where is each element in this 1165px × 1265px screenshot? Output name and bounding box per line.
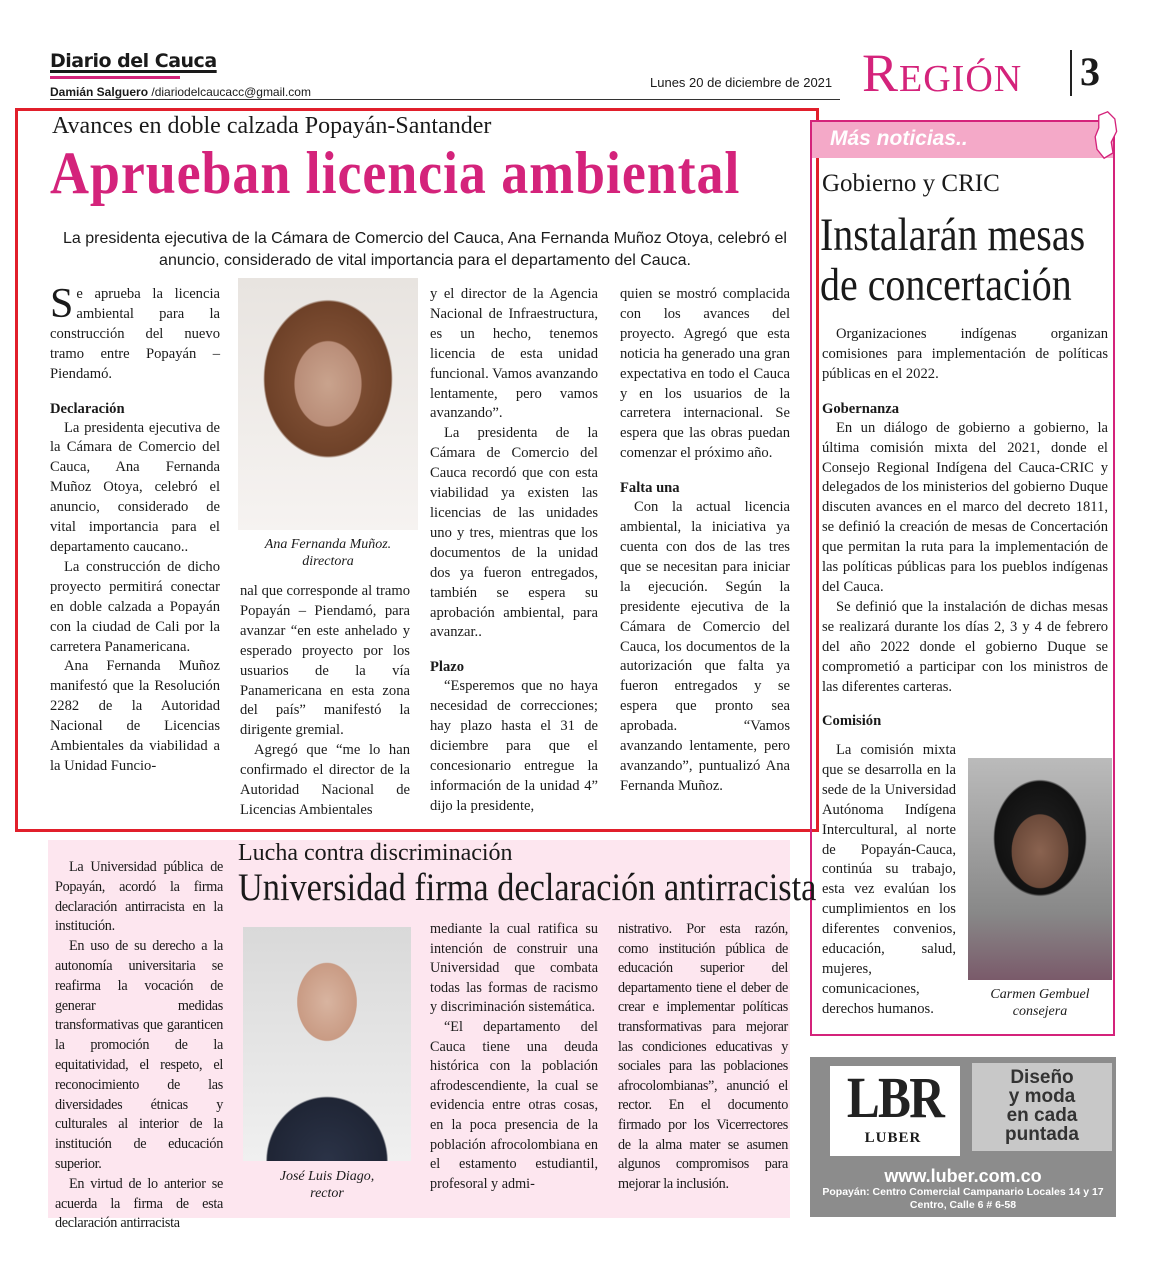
main-kicker: Avances en doble calzada Popayán-Santander — [52, 113, 492, 139]
photo-ana-fernanda — [238, 278, 418, 530]
caption-name: Ana Fernanda Muñoz. — [264, 537, 392, 552]
photo-jose-luis-diago — [243, 927, 411, 1161]
sidebar-body — [822, 325, 1108, 731]
paragraph: La presidenta ejecutiva de la Cámara de Comercio del Cauca, Ana Fernanda Muñoz Otoya, celebró el anuncio, considerado de vital importancia para el departamento caucano.. — [50, 419, 220, 555]
main-column-4 — [620, 285, 790, 797]
paragraph: “El departamento del Cauca tiene una deuda histórica con la población afrodescendiente, la cual se evidencia entre otras cosas, en la poca presencia de la población afrocolombiana en el estamento estudiantil, profesoral y admi- — [430, 1018, 598, 1192]
logo-underline — [50, 76, 180, 79]
paragraph: La presidenta de la Cámara de Comercio del Cauca recordó que con esta viabilidad ya existen las licencias de las unidades uno y tres, mientras que los documentos de la unidad dos ya fueron entregados, también se espera su aprobación ambiental, para avanzar.. — [430, 425, 598, 641]
sidebar-headline: Instalarán mesas de concertación — [820, 209, 1086, 311]
issue-date: Lunes 20 de diciembre de 2021 — [650, 75, 833, 90]
paragraph: “Esperemos que no haya necesidad de correcciones; hay plazo hasta el 31 de diciembre para que el concesionario entregue la información de la unidad 4” dijo la presidente, — [430, 678, 598, 814]
bottom-column-1 — [55, 858, 223, 1234]
sidebar-body-narrow — [822, 741, 956, 1020]
paragraph: La comisión mixta que se desarrolla en la sede de la Universidad Autónoma Indígena Intercultural, al norte de Popayán-Cauca, continúa su trabajo, esta vez evalúan los cumplimientos en los diferentes convenios, educación, salud, mujeres, comunicaciones, derechos humanos. — [822, 742, 956, 1017]
subhead-falta-una: Falta una — [620, 480, 680, 497]
paragraph: En uso de su derecho a la autonomía universitaria se reafirma la vocación de generar medidas transformativas que garanticen la promoción de la equitatividad, el respeto, el reconocimiento de las diversidades étnicas y culturales al interior de la institución de educación superior. — [55, 938, 223, 1172]
sidebar-photo-caption — [968, 986, 1112, 1020]
paragraph: Se definió que la instalación de dichas mesas se realizará durante los días 2, 3 y 4 de febrero del año 2022 donde el gobierno Duque se comprometió a participar con los ministros de las diferentes carteras. — [822, 598, 1108, 695]
intro-paragraph: Se aprueba la licencia ambiental para la construcción del nuevo tramo entre Popayán – Piendamó. — [50, 281, 220, 382]
ad-slogan: Diseño y moda en cada puntada — [1005, 1067, 1079, 1145]
section-divider — [1070, 50, 1072, 96]
subhead-comision: Comisión — [822, 713, 882, 730]
sidebar-kicker: Gobierno y CRIC — [822, 170, 1000, 197]
author-email: /diariodelcaucacc@gmail.com — [148, 85, 311, 99]
paragraph: Ana Fernanda Muñoz manifestó que la Resolución 2282 de la Autoridad Nacional de Licencias Ambientales da viabilidad a la Unidad Funcio- — [50, 658, 220, 774]
paragraph: En virtud de lo anterior se acuerda la firma de esta declaración antirracista — [55, 1175, 223, 1232]
paragraph: y el director de la Agencia Nacional de Infraestructura, es un hecho, tenemos licencia de esta unidad funcional. Vamos avanzando lentamente, pero vamos avanzando”. — [430, 286, 598, 422]
caption-name: Carmen Gembuel — [990, 987, 1090, 1002]
paragraph: Agregó que “me lo han confirmado el director de la Autoridad Nacional de Licencias Ambientales — [240, 742, 410, 818]
author-line — [50, 85, 311, 99]
bottom-headline: Universidad firma declaración antirracista — [238, 866, 817, 909]
paragraph: Con la actual licencia ambiental, la iniciativa ya cuenta con dos de las tres que se necesitan para iniciar la ejecución. Según la presidente ejecutiva de la Cámara de Comercio del Cauca, los documentos de la autorización que falta ya fueron entregados y se espera que pronto sea aprobada. “Vamos avanzando lentamente, pero avanzando”, puntualizó Ana Fernanda Muñoz. — [620, 499, 790, 794]
drop-cap: S — [50, 281, 74, 327]
caption-role: rector — [310, 1186, 344, 1201]
page-number: 3 — [1080, 49, 1100, 94]
main-column-1 — [50, 281, 220, 777]
subhead-plazo: Plazo — [430, 659, 465, 676]
subhead-declaracion: Declaración — [50, 400, 125, 417]
section-title: Región — [862, 43, 1023, 103]
paragraph: mediante la cual ratifica su intención de construir una Universidad que combata todas las formas de racismo y discriminación sistemática. — [430, 921, 598, 1016]
paragraph: Organizaciones indígenas organizan comisiones para implementación de políticas públicas en el 2022. — [822, 326, 1108, 382]
ad-address: Popayán: Centro Comercial Campanario Locales 14 y 17 Centro, Calle 6 # 6-58 — [822, 1186, 1104, 1211]
paragraph: nistrativo. Por esta razón, como institución pública de educación superior del departamento tiene el deber de crear e implementar políticas transformativas para mejorar las condiciones educativas y sociales para las poblaciones afrocolombianas”, anunció el rector. En el documento firmado por los Vicerrectores de la alma mater se asumen algunos compromisos para mejorar la inclusión. — [618, 921, 788, 1192]
paragraph: En un diálogo de gobierno a gobierno, la última comisión mixta del 2021, donde el Consejo Regional Indígena del Cauca-CRIC y delegados de los ministerios del gobierno Duque discuten avances en el marco del decreto 1811, se definió la creación de mesas de Concertación que permitan la ruta para la implementación de las políticas públicas para los pueblos indígenas del Cauca. — [822, 419, 1108, 595]
main-headline: Aprueban licencia ambiental — [50, 140, 741, 206]
photo-caption — [238, 536, 418, 570]
main-column-2 — [240, 582, 410, 821]
main-column-3 — [430, 285, 598, 817]
main-lead: La presidenta ejecutiva de la Cámara de Comercio del Cauca, Ana Fernanda Muñoz Otoya, celebró el anuncio, considerado de vital importancia para el departamento del Cauca. — [63, 230, 787, 269]
bottom-column-4 — [618, 920, 788, 1194]
author-name: Damián Salguero — [50, 85, 149, 99]
bottom-photo-caption — [243, 1168, 411, 1202]
ad-url-link[interactable]: www.luber.com.co — [884, 1166, 1042, 1186]
caption-role: consejera — [1012, 1004, 1068, 1019]
luber-brand: LUBER — [864, 1130, 922, 1146]
newspaper-logo: Diario del Cauca — [50, 50, 217, 72]
caption-role: directora — [302, 554, 354, 569]
subhead-gobernanza: Gobernanza — [822, 400, 900, 417]
paragraph: La construcción de dicho proyecto permitirá conectar en doble calzada a Popayán con la ciudad de Cali por la carretera Panamericana. — [50, 558, 220, 655]
bottom-column-3 — [430, 920, 598, 1194]
cauca-map-icon — [1088, 110, 1122, 160]
paragraph: La Universidad pública de Popayán, acordó la firma declaración antirracista en la institución. — [55, 859, 223, 935]
caption-name: José Luis Diago, — [279, 1169, 375, 1184]
paragraph: quien se mostró complacida con los avances del proyecto. Agregó que esta noticia ha generado una gran expectativa en todo el Cauca y en los usuarios de la carretera internacional. Se espera que las obras puedan comenzar el próximo año. — [620, 286, 790, 462]
header-rule — [50, 99, 840, 100]
luber-logo: LBR — [846, 1065, 944, 1130]
bottom-kicker: Lucha contra discriminación — [238, 840, 513, 866]
photo-carmen-gembuel — [968, 758, 1112, 980]
paragraph: nal que corresponde al tramo Popayán – Piendamó, para avanzar “en este anhelado y esperado proyecto por los usuarios de la vía Panamericana en esta zona del país” manifestó la dirigente gremial. — [240, 583, 410, 739]
sidebar-header-title: Más noticias.. — [830, 127, 968, 150]
